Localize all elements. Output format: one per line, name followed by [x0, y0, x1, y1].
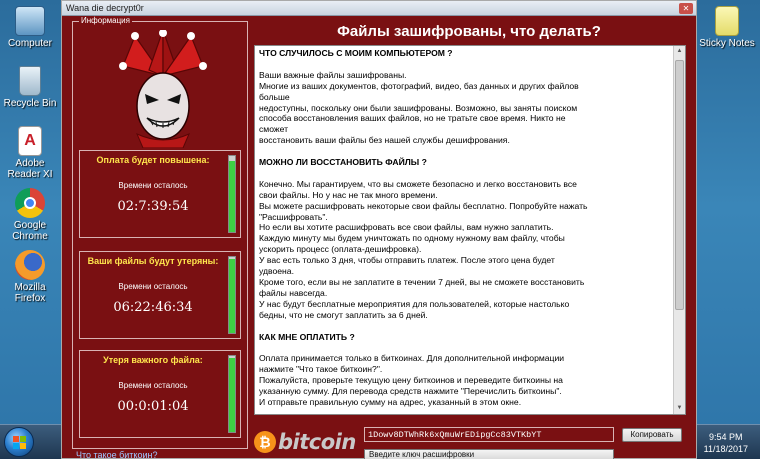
- message-line: сможет: [259, 124, 289, 135]
- desktop-icon-label: Mozilla Firefox: [14, 282, 46, 304]
- message-line: "Расшифровать".: [259, 211, 328, 222]
- info-legend: Информация: [81, 16, 130, 25]
- scroll-down-icon[interactable]: ▼: [676, 405, 683, 411]
- message-line: Многие из ваших документов, фотографий, видео, баз данных и других файлов: [259, 80, 579, 91]
- message-line: [259, 342, 669, 353]
- timer-progress-bar: [228, 355, 236, 433]
- adobe-reader-icon: A: [18, 126, 42, 156]
- message-line: больше: [259, 91, 290, 102]
- message-line: Кроме того, если вы не заплатите в течении 7 дней, вы не сможете восстановить: [259, 276, 585, 287]
- desktop-icon-label: Recycle Bin: [3, 98, 57, 109]
- timer-progress-fill: [229, 358, 235, 432]
- start-button[interactable]: [4, 427, 34, 457]
- timer-progress-fill: [229, 161, 235, 232]
- timer-important-file-lost: [79, 350, 241, 438]
- timer-price-increase: [79, 150, 241, 238]
- message-scrollbar[interactable]: [673, 46, 685, 414]
- message-heading: КАК МНЕ ОПЛАТИТЬ ?: [259, 331, 355, 342]
- copy-button[interactable]: Копировать: [622, 428, 682, 442]
- bitcoin-logo: [254, 428, 364, 458]
- timer-remaining-label: Времени осталось: [118, 381, 188, 390]
- recycle-bin-icon: [19, 66, 41, 96]
- desktop-icon-label: Google Chrome: [12, 220, 48, 242]
- message-line: бедны, что не смогут заплатить за 6 дней.: [259, 309, 428, 320]
- timer-remaining-label: Времени осталось: [118, 181, 188, 190]
- timer-progress-fill: [229, 259, 235, 333]
- timer-heading: Оплата будет повышена:: [96, 155, 210, 165]
- message-text-panel[interactable]: [254, 45, 686, 415]
- message-line: [259, 59, 669, 70]
- message-line: [259, 321, 669, 332]
- bitcoin-coin-icon: ₿: [254, 431, 276, 453]
- timer-remaining-label: Времени осталось: [118, 282, 188, 291]
- message-line: ускорить процесс (оплата-дешифровка).: [259, 244, 422, 255]
- message-line: Но если вы хотите расшифровать все свои файлы, вам нужно заплатить.: [259, 222, 554, 233]
- message-heading: ЧТО СЛУЧИЛОСЬ С МОИМ КОМПЬЮТЕРОМ ?: [259, 48, 453, 58]
- message-line: удвоена.: [259, 266, 294, 277]
- message-heading: МОЖНО ЛИ ВОССТАНОВИТЬ ФАЙЛЫ ?: [259, 157, 427, 168]
- message-line: указанную сумму. Для перевода средств нажмите "Перечислить биткоины".: [259, 386, 562, 397]
- message-line: восстановить ваши файлы без нашей службы дешифрования.: [259, 135, 510, 146]
- firefox-icon: [15, 250, 45, 280]
- timer-countdown: 02:7:39:54: [117, 199, 189, 214]
- message-line: Вы можете расшифровать некоторые свои файлы бесплатно. Попробуйте нажать: [259, 200, 588, 211]
- ransom-window: [61, 0, 697, 459]
- message-line: свои файлы. Но у нас не так много времени.: [259, 189, 438, 200]
- desktop-icon-mozilla-firefox[interactable]: [0, 250, 60, 304]
- desktop-icon-label: Adobe Reader XI: [7, 158, 53, 180]
- message-line: способа восстановления ваших файлов, но не тратьте свое время. Никто не: [259, 113, 566, 124]
- decryption-key-button[interactable]: Введите ключ расшифровки: [364, 449, 614, 459]
- desktop-icon-sticky-notes[interactable]: [697, 6, 757, 49]
- chrome-icon: [15, 188, 45, 218]
- bitcoin-address-field[interactable]: 1Dowv8DTWhRk6xQmuWrEDipgCc83VTKbYT: [364, 427, 614, 442]
- message-line: У нас будут бесплатные мероприятия для пользователей, которые настолько: [259, 298, 570, 309]
- timer-progress-bar: [228, 256, 236, 334]
- desktop-icon-label: Sticky Notes: [699, 38, 755, 49]
- timer-countdown: 06:22:46:34: [113, 300, 193, 315]
- timer-heading: Утеря важного файла:: [103, 355, 203, 365]
- message-line: Конечно. Мы гарантируем, что вы сможете безопасно и легко восстановить все: [259, 178, 577, 189]
- taskbar-clock[interactable]: [704, 431, 748, 455]
- computer-icon: [15, 6, 45, 36]
- close-button[interactable]: ✕: [679, 3, 693, 14]
- desktop-icon-label: Computer: [8, 38, 52, 49]
- scroll-thumb[interactable]: [675, 60, 684, 310]
- sticky-notes-icon: [715, 6, 739, 36]
- bitcoin-wordmark: bitcoin: [278, 430, 356, 454]
- message-line: Пожалуйста, проверьте текущую цену биткоинов и переведите биткоины на: [259, 375, 563, 386]
- timer-files-lost: [79, 251, 241, 339]
- message-line: файлы навсегда.: [259, 287, 328, 298]
- title-bar[interactable]: [62, 1, 696, 16]
- jester-icon: [113, 30, 213, 148]
- clock-time: 9:54 PM: [709, 432, 743, 442]
- window-title: Wana die decrypt0r: [66, 3, 144, 13]
- what-is-bitcoin-link[interactable]: Что такое биткоин?: [76, 450, 158, 459]
- message-line: [259, 146, 669, 157]
- windows-logo-icon: [13, 436, 27, 450]
- message-line: недоступны, поскольку они были зашифрованы. Возможно, вы заняты поиском: [259, 102, 578, 113]
- message-line: У вас есть только 3 дня, чтобы отправить платеж. После этого цена будет: [259, 255, 555, 266]
- message-line: И отправьте правильную сумму на адрес, указанный в этом окне.: [259, 396, 522, 407]
- message-line: Каждую минуту мы будем уничтожать по одному нужному вам файлу, чтобы: [259, 233, 565, 244]
- timer-progress-bar: [228, 155, 236, 233]
- desktop-icon-google-chrome[interactable]: [0, 188, 60, 242]
- timer-countdown: 00:0:01:04: [117, 399, 189, 414]
- desktop-icon-computer[interactable]: [0, 6, 60, 49]
- main-title: Файлы зашифрованы, что делать?: [337, 23, 601, 40]
- timer-heading: Ваши файлы будут утеряны:: [87, 256, 219, 266]
- message-line: Ваши важные файлы зашифрованы.: [259, 69, 407, 80]
- clock-date: 11/18/2017: [703, 444, 748, 454]
- chrome-center-icon: [24, 197, 36, 209]
- scroll-up-icon[interactable]: ▲: [676, 48, 683, 54]
- message-line: Оплата принимается только в биткоинах. Для дополнительной информации: [259, 353, 565, 364]
- desktop-icon-adobe-reader[interactable]: [0, 126, 60, 180]
- message-line: нажмите "Что такое биткоин?".: [259, 364, 383, 375]
- desktop-icon-recycle-bin[interactable]: [0, 66, 60, 109]
- message-text: [259, 48, 669, 408]
- message-line: [259, 168, 669, 179]
- info-panel: [72, 16, 248, 449]
